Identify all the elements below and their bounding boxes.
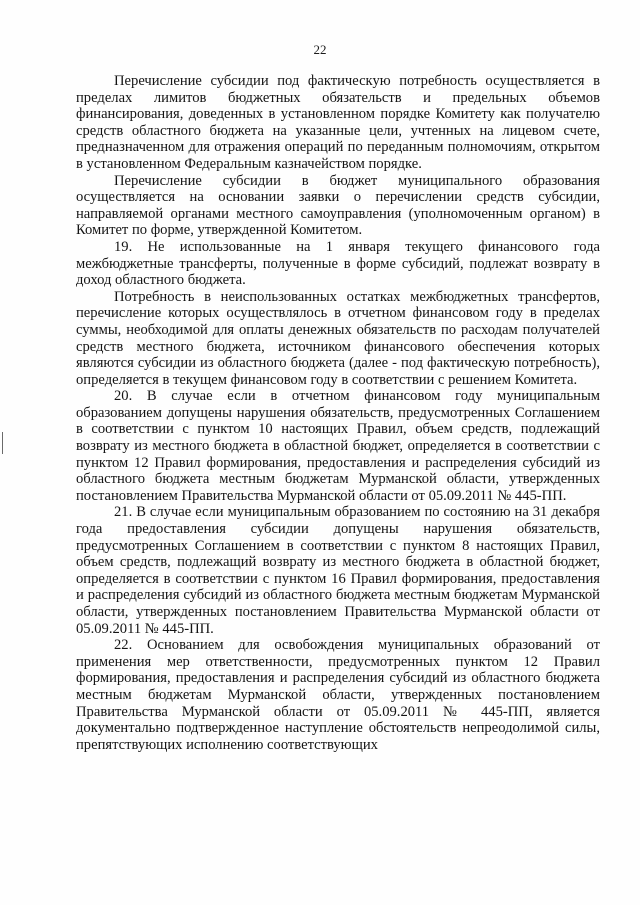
paragraph-subsidy-transfer-actual-need: Перечисление субсидии под фактическую потребность осуществляется в пределах лимитов бюджетных обязательств и предельных объемов финансирования, доведенных в установленном порядке Комитету как получателю средств областного бюджета на указанные цели, учтенных на лицевом счете, предназначенном для отражения операций по переданным полномочиям, открытом в установленном Федеральным казначейством порядке. xyxy=(76,73,600,172)
paragraph-subsidy-transfer-application: Перечисление субсидии в бюджет муниципального образования осуществляется на основании заявки о перечислении средств субсидии, направляемой органами местного самоуправления (уполномоченным органом) в Комитет по форме, утвержденной Комитетом. xyxy=(76,172,600,239)
paragraph-item-22: 22. Основанием для освобождения муниципальных образований от применения мер ответственности, предусмотренных пунктом 12 Правил формирования, предоставления и распределения субсидий из областного бюджета местным бюджетам Мурманской области, утвержденных постановлением Правительства Мурманской области от 05.09.2011 № 445-ПП, является документально подтвержденное наступление обстоятельств непреодолимой силы, препятствующих исполнению соответствующих xyxy=(76,637,600,753)
paragraph-item-20: 20. В случае если в отчетном финансовом году муниципальным образованием допущены нарушения обязательств, предусмотренных Соглашением в соответствии с пунктом 10 настоящих Правил, объем средств, подлежащий возврату из местного бюджета в областной бюджет, определяется в соответствии с пунктом 12 Правил формирования, предоставления и распределения субсидий из областного бюджета местным бюджетам Мурманской области, утвержденных постановлением Правительства Мурманской области от 05.09.2011 № 445-ПП. xyxy=(76,388,600,504)
document-body xyxy=(76,73,600,753)
paragraph-item-19: 19. Не использованные на 1 января текущего финансового года межбюджетные трансферты, полученные в форме субсидий, подлежат возврату в доход областного бюджета. xyxy=(76,238,600,289)
paragraph-unused-balances-need: Потребность в неиспользованных остатках межбюджетных трансфертов, перечисление которых осуществлялось в отчетном финансовом году в пределах суммы, необходимой для оплаты денежных обязательств по расходам получателей средств местного бюджета, источником финансового обеспечения которых являются субсидии из областного бюджета (далее - под фактическую потребность), определяется в текущем финансовом году в соответствии с решением Комитета. xyxy=(76,288,600,388)
page-number: 22 xyxy=(313,42,327,57)
paragraph-item-21: 21. В случае если муниципальным образованием по состоянию на 31 декабря года предоставления субсидии допущены нарушения обязательств, предусмотренных Соглашением в соответствии с пунктом 8 настоящих Правил, объем средств, подлежащий возврату из местного бюджета в областной бюджет, определяется в соответствии с пунктом 16 Правил формирования, предоставления и распределения субсидий из областного бюджета местным бюджетам Мурманской области, утвержденных постановлением Правительства Мурманской области от 05.09.2011 № 445-ПП. xyxy=(76,504,600,637)
scan-margin-mark xyxy=(2,432,3,454)
